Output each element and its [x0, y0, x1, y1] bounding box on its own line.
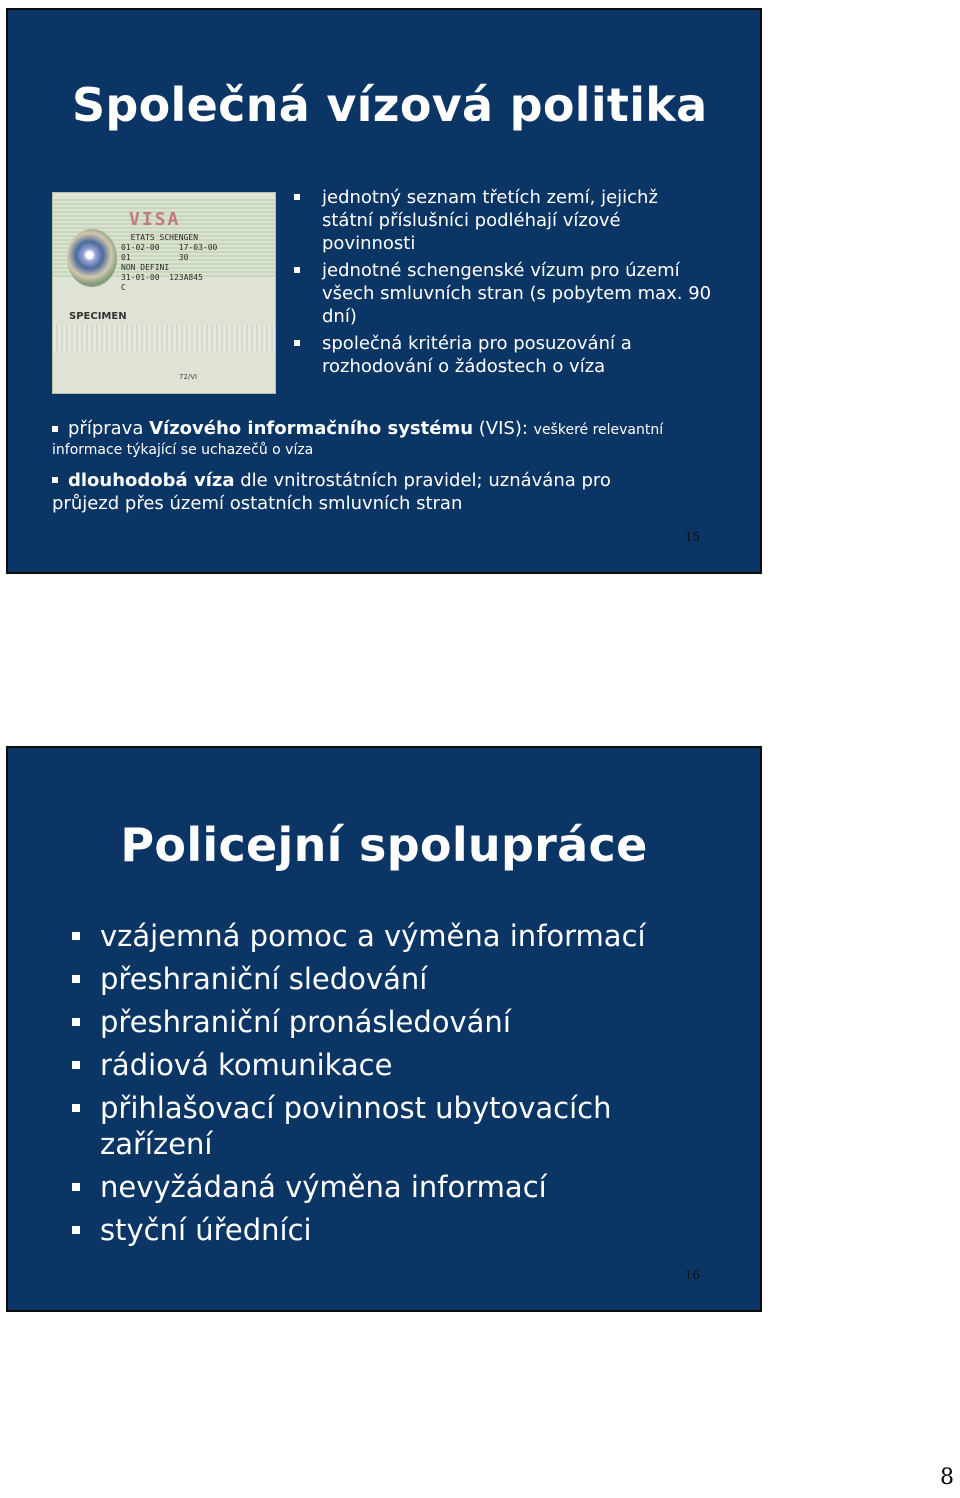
- list-item: společná kritéria pro posuzování a rozhodování o žádostech o víza: [294, 332, 714, 378]
- visa-label: VISA: [129, 209, 181, 230]
- slide-number: 15: [684, 530, 700, 544]
- square-bullet-icon: [72, 1061, 80, 1069]
- square-bullet-icon: [294, 340, 300, 346]
- square-bullet-icon: [72, 1183, 80, 1191]
- list-item: nevyžádaná výměna informací: [72, 1169, 712, 1205]
- slide-title: Policejní spolupráce: [120, 818, 648, 872]
- visa-data-lines: ETATS SCHENGEN 01-02-00 17-03-00 01 30 NON DEFINI 31-01-00 123A845 C: [121, 233, 218, 292]
- square-bullet-icon: [294, 267, 300, 273]
- square-bullet-icon: [72, 1226, 80, 1234]
- bullet-list: [72, 918, 712, 1255]
- list-item: styční úředníci: [72, 1212, 712, 1248]
- hologram-icon: [67, 229, 117, 287]
- visa-specimen-image: [52, 192, 276, 394]
- square-bullet-icon: [52, 477, 58, 483]
- list-item: vzájemná pomoc a výměna informací: [72, 918, 712, 954]
- list-item: přeshraniční sledování: [72, 961, 712, 997]
- list-item: přihlašovací povinnost ubytovacích zařízení: [72, 1090, 712, 1162]
- square-bullet-icon: [294, 194, 300, 200]
- page-number: 8: [940, 1465, 954, 1490]
- list-item: jednotné schengenské vízum pro území všech smluvních stran (s pobytem max. 90 dní): [294, 259, 714, 328]
- square-bullet-icon: [72, 975, 80, 983]
- square-bullet-icon: [72, 932, 80, 940]
- visa-strip: [53, 325, 275, 351]
- bullet-list-lower: [52, 418, 742, 525]
- list-item-long-term-visa: dlouhodobá víza dle vnitrostátních pravidel; uznávána pro průjezd přes území ostatních smluvních stran: [52, 470, 611, 514]
- visa-footer: 72/VI: [179, 373, 198, 381]
- slide-15: [6, 8, 762, 574]
- square-bullet-icon: [72, 1018, 80, 1026]
- slide-number: 16: [684, 1268, 700, 1282]
- visa-specimen-text: SPECIMEN: [69, 311, 127, 322]
- list-item: jednotný seznam třetích zemí, jejichž státní příslušníci podléhají vízové povinnosti: [294, 186, 714, 255]
- square-bullet-icon: [52, 426, 58, 432]
- slide-title: Společná vízová politika: [72, 78, 708, 132]
- list-item: přeshraniční pronásledování: [72, 1004, 712, 1040]
- list-item-vis: příprava Vízového informačního systému (VIS): veškeré relevantní informace týkající se uchazečů o víza: [52, 418, 664, 458]
- list-item: rádiová komunikace: [72, 1047, 712, 1083]
- slide-16: [6, 746, 762, 1312]
- bullet-list-top: [294, 186, 714, 382]
- square-bullet-icon: [72, 1104, 80, 1112]
